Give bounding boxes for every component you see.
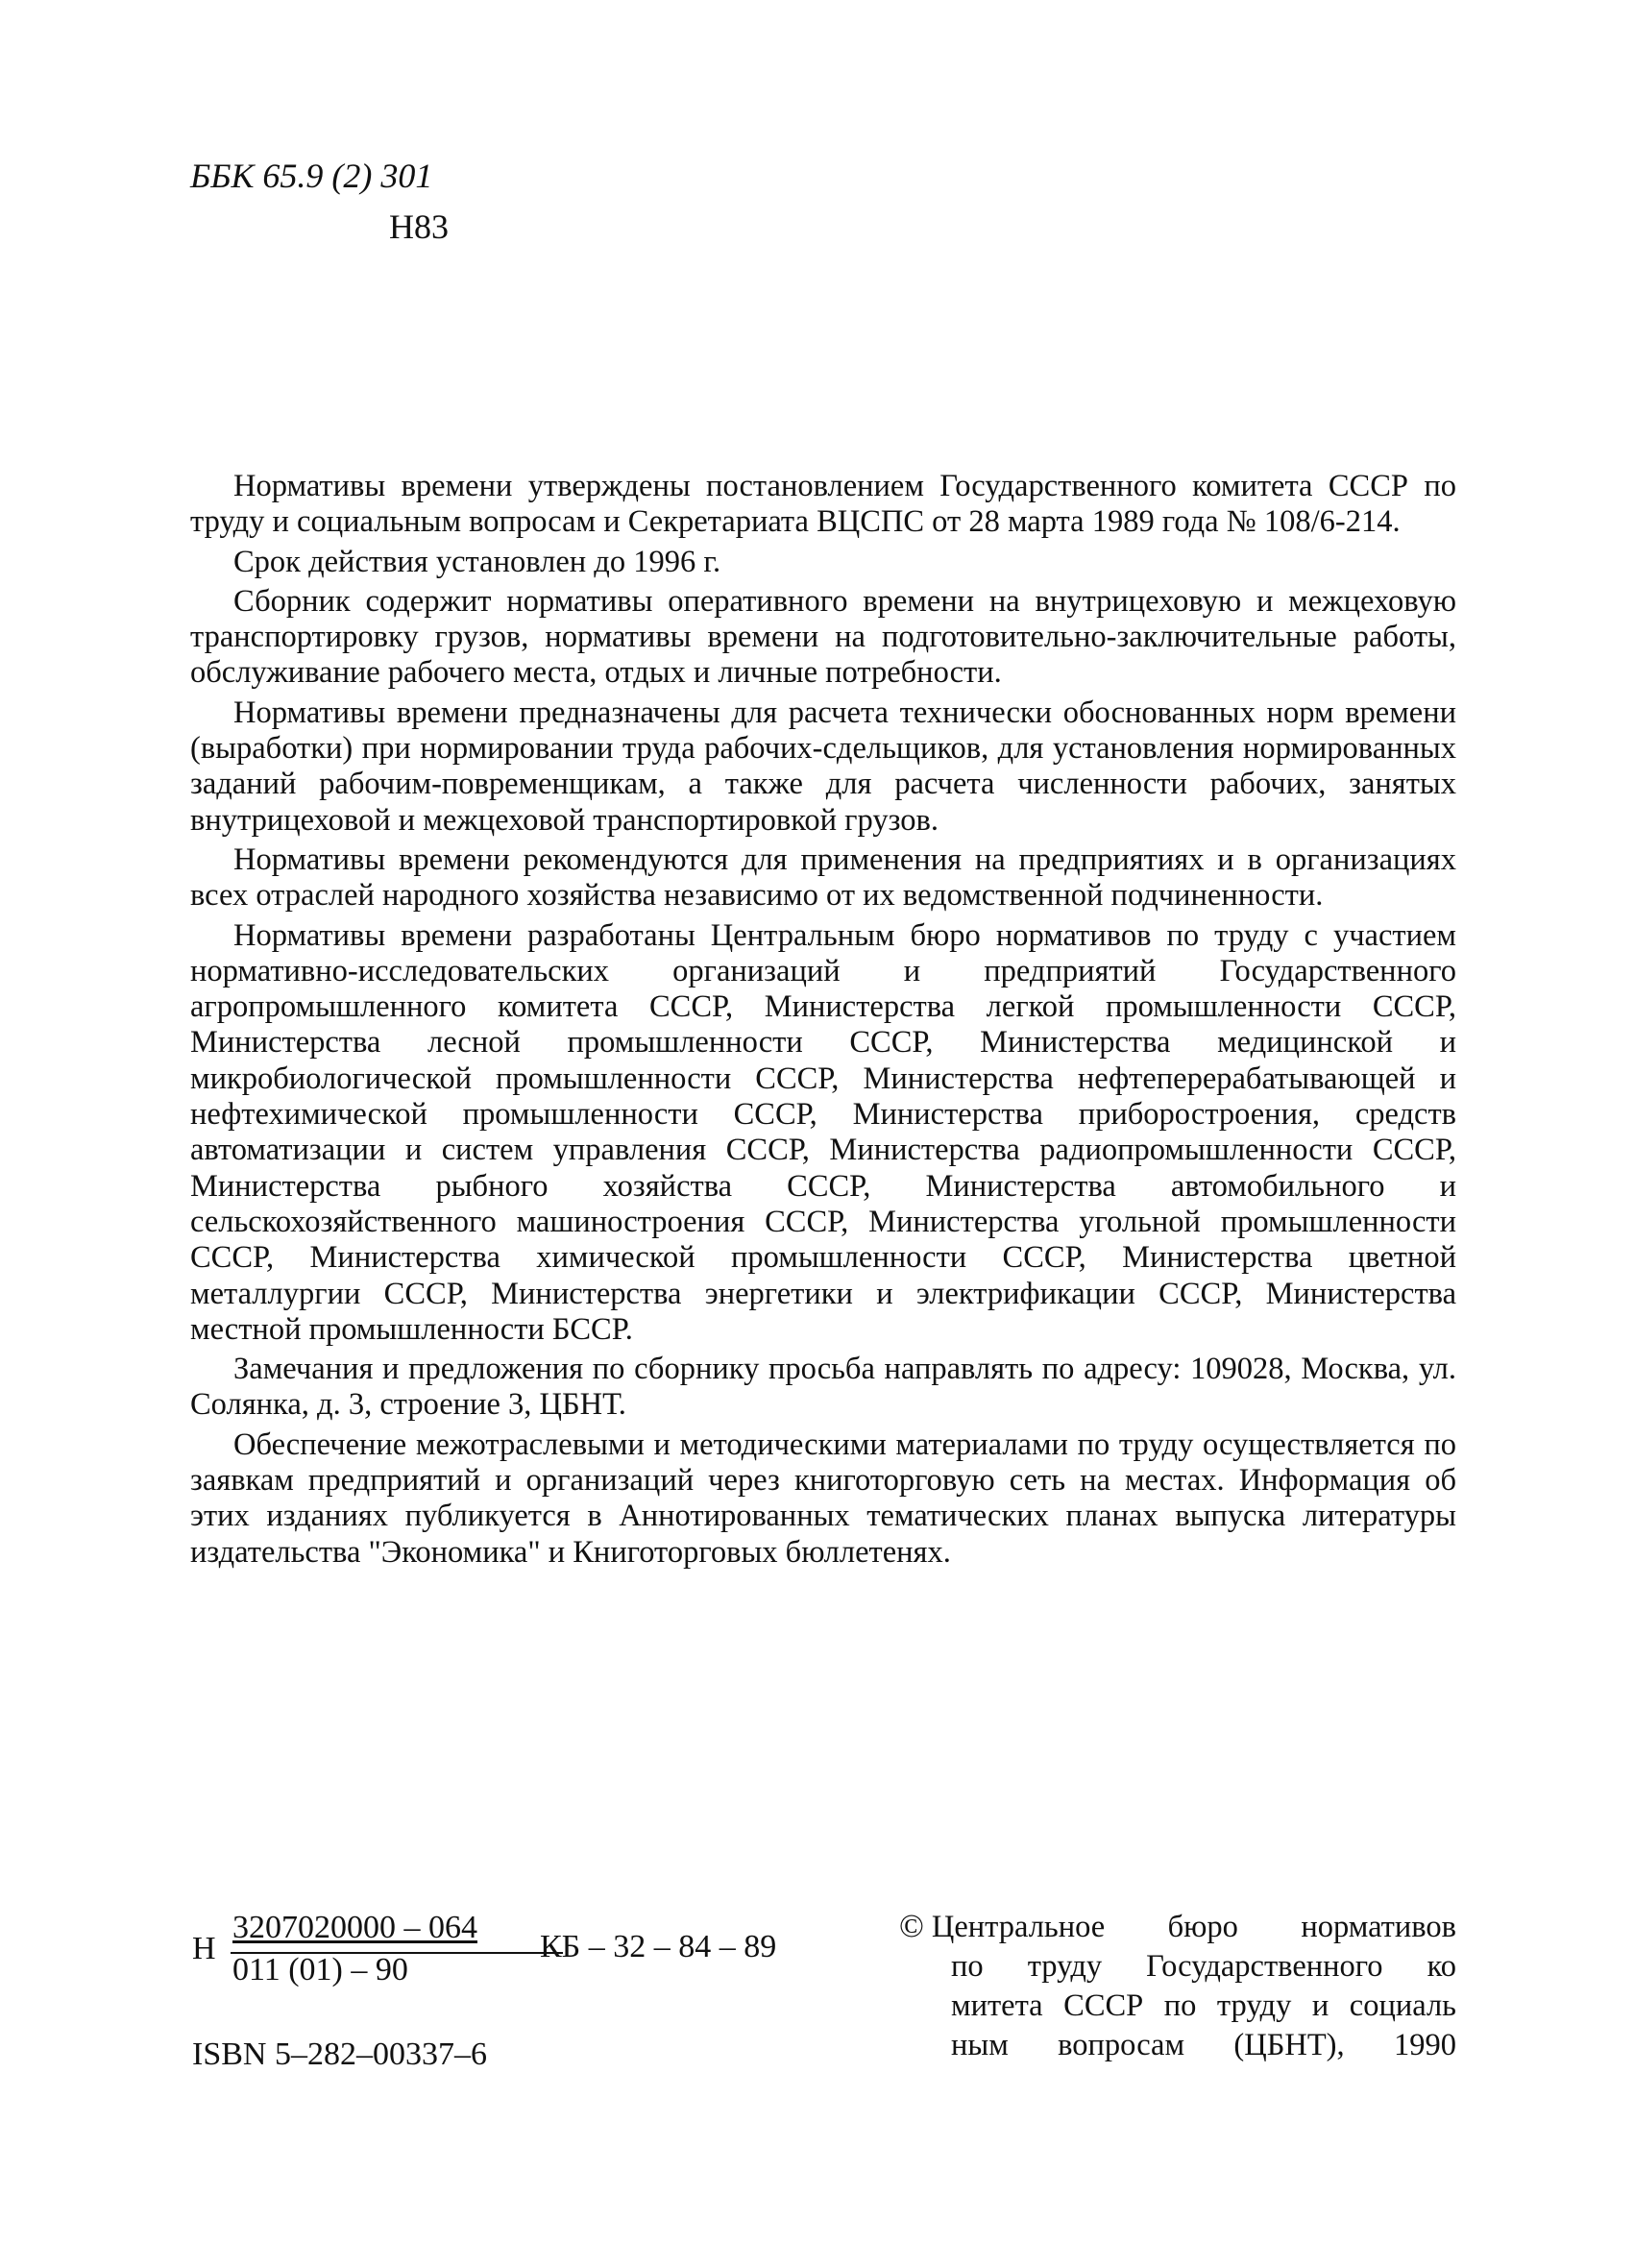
paragraph-distribution: Обеспечение межотраслевыми и методическими материалами по труду осуществляется по заявкам предприятий и организаций через книготорговую сеть на местах. Информация об этих изданиях публикуется в Аннотированных тематических планах выпуска литературы издательства "Экономика" и Книготорговых бюллетенях. <box>190 1427 1456 1570</box>
bbk-code: ББК 65.9 (2) 301 <box>190 157 433 195</box>
copyright-line-1-text: Центральное бюро нормативов <box>931 1910 1456 1944</box>
copyright-block <box>899 1907 1456 2065</box>
isbn: ISBN 5–282–00337–6 <box>192 2036 487 2072</box>
paragraph-validity: Срок действия установлен до 1996 г. <box>233 544 721 579</box>
index-denominator: 011 (01) – 90 <box>232 1952 408 1988</box>
author-sign: Н83 <box>389 207 449 246</box>
index-letter: Н <box>192 1931 216 1966</box>
copyright-line-1 <box>899 1907 1456 1947</box>
copyright-line-3: митета СССР по труду и социаль <box>951 1988 1456 2023</box>
kb-code: КБ – 32 – 84 – 89 <box>540 1929 777 1964</box>
paragraph-approval: Нормативы времени утверждены постановлением Государственного комитета СССР по труду и социальным вопросам и Секретариата ВЦСПС от 28 марта 1989 года № 108/6-214. <box>190 469 1456 540</box>
paragraph-contents: Сборник содержит нормативы оперативного времени на внутрицеховую и межцеховую транспортировку грузов, нормативы времени на подготовительно-заключительные работы, обслуживание рабочего места, отдых и личные потребности. <box>190 583 1456 691</box>
copyright-icon: © <box>899 1909 924 1944</box>
annotation-text <box>190 469 1456 1574</box>
paragraph-purpose: Нормативы времени предназначены для расчета технически обоснованных норм времени (выработки) при нормировании труда рабочих-сдельщиков, для установления нормированных заданий рабочим-повременщикам, а также для расчета численности рабочих, занятых внутрицеховой и межцеховой транспортировкой грузов. <box>190 695 1456 838</box>
copyright-line-4: ным вопросам (ЦБНТ), 1990 <box>951 2028 1456 2062</box>
copyright-line-2: по труду Государственного ко <box>951 1949 1456 1984</box>
paragraph-developers: Нормативы времени разработаны Центральным бюро нормативов по труду с участием нормативно-исследовательских организаций и предприятий Государственного агропромышленного комитета СССР, Министерства легкой промышленности СССР, Министерства лесной промышленности СССР, Министерства медицинской и микробиологической промышленности СССР, Министерства нефтеперерабатывающей и нефтехимической промышленности СССР, Министерства приборостроения, средств автоматизации и систем управления СССР, Министерства радиопромышленности СССР, Министерства рыбного хозяйства СССР, Министерства автомобильного и сельскохозяйственного машиностроения СССР, Министерства угольной промышленности СССР, Министерства химической промышленности СССР, Министерства цветной металлургии СССР, Министерства энергетики и электрификации СССР, Министерства местной промышленности БССР. <box>190 917 1456 1347</box>
paragraph-recommendation: Нормативы времени рекомендуются для применения на предприятиях и в организациях всех отраслей народного хозяйства независимо от их ведомственной подчиненности. <box>190 841 1456 914</box>
index-numerator: 3207020000 – 064 <box>232 1910 477 1945</box>
paragraph-feedback-address: Замечания и предложения по сборнику просьба направлять по адресу: 109028, Москва, ул. Солянка, д. 3, строение 3, ЦБНТ. <box>190 1352 1456 1423</box>
